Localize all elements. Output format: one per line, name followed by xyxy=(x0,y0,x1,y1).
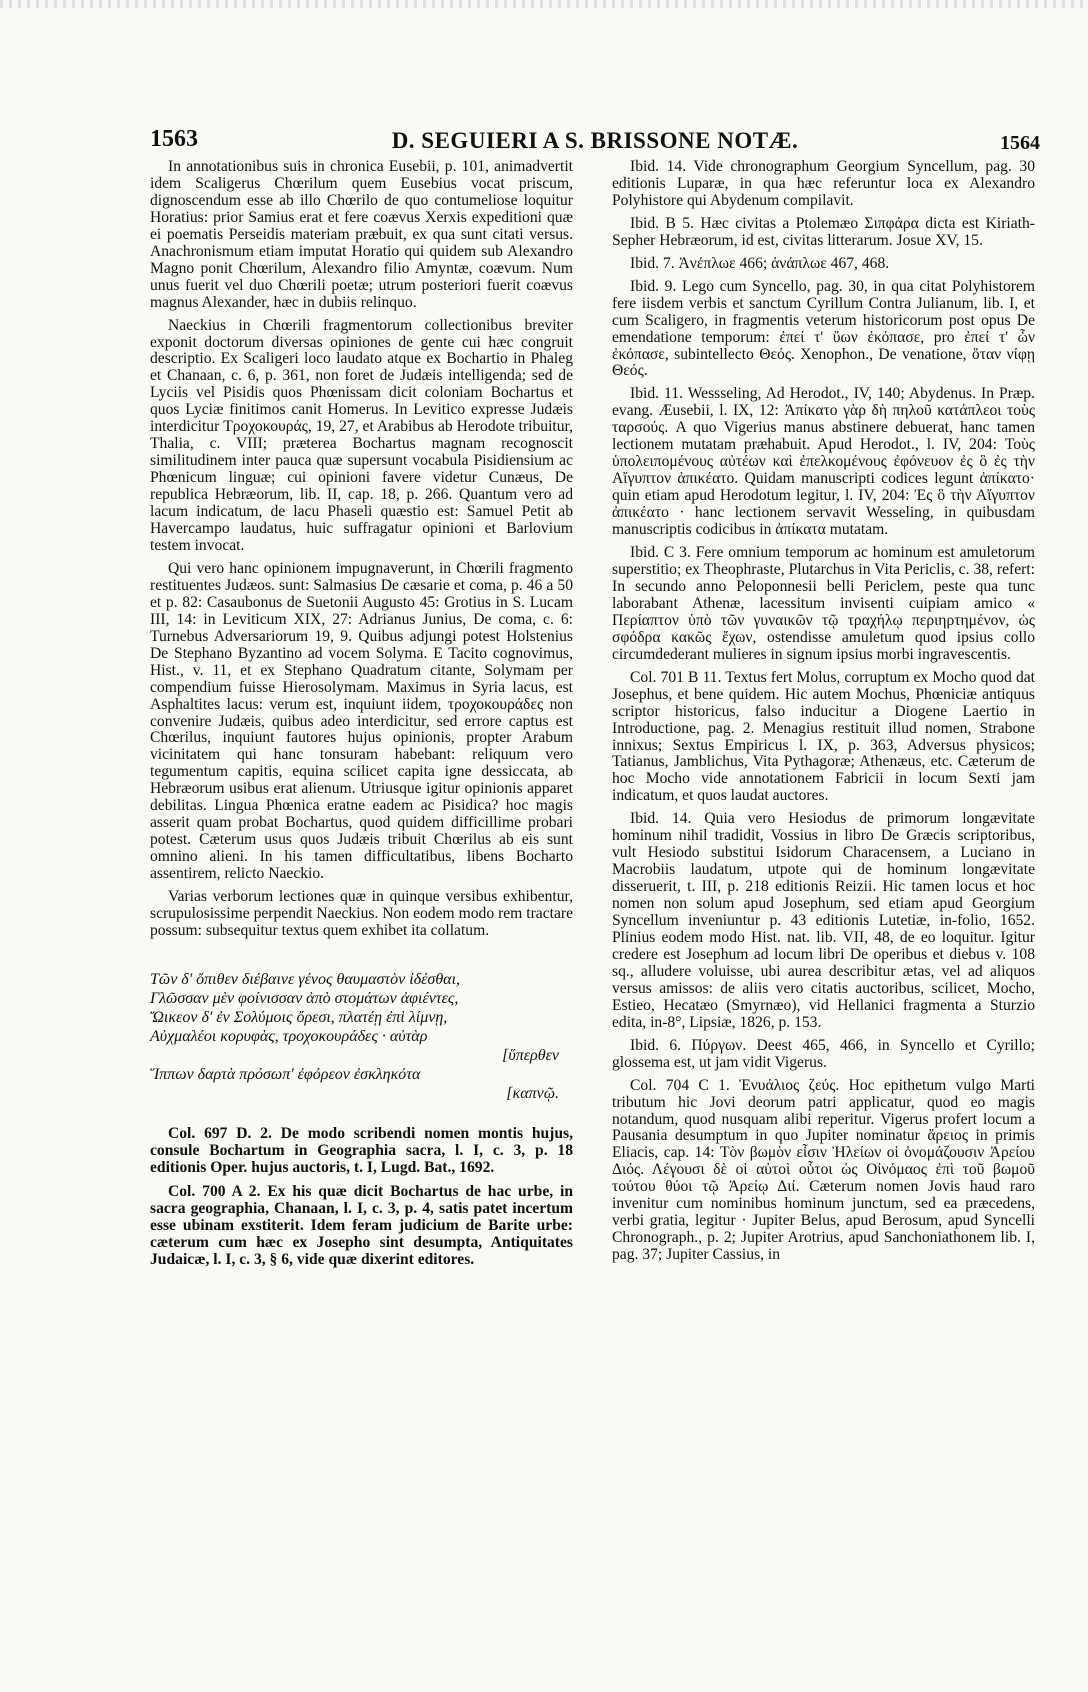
verse-line-continuation: [καπνῷ. xyxy=(506,1084,559,1102)
paragraph: In annotationibus suis in chronica Eusebii, p. 101, animadvertit idem Scaligerus Chœrilum quem Eusebius vocat priscum, dignoscendum esse ab illo Chœrilo de quo contumeliose loquitur Horatius: prior Samius erat et fere coævus Xerxis expeditioni quæ ei poematis Perseidis materiam præbuit, ex qua sunt citati versus. Anachronismum etiam imputat Horatio qui quidem sub Alexandro Magno ponit Chœrilum, Alexandro filio Amyntæ, coævum. Num unus fuerit vel duo Chœrili poetæ; utrum posteriori fuerit coævus magnus Alexander, hæc in dubiis relinquo. xyxy=(150,158,573,311)
running-header xyxy=(150,122,1040,156)
page-number-left: 1563 xyxy=(150,126,198,152)
paragraph: Naeckius in Chœrili fragmentorum collectionibus breviter exponit doctorum diversas opiniones de gente cui hæc congruit descriptio. Ex Scaligeri loco laudato atque ex Bochartio in Phaleg et Chanaan, c. 6, p. 361, non foret de Judæis intelligenda; sed de Lyciis vel Pisidis quos Phœnissam dicit coloniam Bochartus et quos Lyciæ finitimos canit Homerus. In Levitico expresse Judæis interdicitur Τροχοκουράς, 19, 27, et Arabibus ab Herodote tribuitur, Thalia, c. VIII; præterea Bochartus magnam recognoscit similitudinem inter pauca quæ supersunt vocabula Pisidiensium ac Phœnicum linguæ; cui opinioni favere videtur Cunæus, De republica Hebræorum, lib. II, cap. 18, p. 266. Quantum vero ad lacum indicatum, de lacu Phaseli quæstio est: Samuel Petit ab Havercampo laudatus, huic suffragatur opinioni et Barlovium testem invocat. xyxy=(150,316,573,554)
verse-line: Γλῶσσαν μὲν φοίνισσαν ἀπὸ στομάτων ἀφιέντες, xyxy=(150,989,459,1007)
note-entry: Ibid. 9. Lego cum Syncello, pag. 30, in qua citat Polyhistorem fere iisdem verbis et sanctum Cyrillum Contra Julianum, lib. I, et cum Scaligero, in fragmentis veterum historicorum post opus De emendatione temporum: ἐπεί τ' ὕων ἐκόπασε, pro ἐπεί τ' ὧν ἐκόπασε, subintellecto Θεός. Xenophon., De venatione, ὅταν νίφῃ Θεός. xyxy=(612,277,1035,380)
note-entry: Ibid. C 3. Fere omnium temporum ac hominum est amuletorum superstitio; ex Theophraste, Plutarchus in Vita Periclis, c. 38, refert: In secundo anno Peloponnesii belli Periclem, peste qua tunc laborabant Athenæ, lacessitum invisenti cuipiam amico « Περίαπτον ὑπὸ τῶν γυναικῶν τῷ τραχήλῳ περιηρτημένον, ὡς σφόδρα κακῶς ἔχων, ostendisse amuletum quod ipsius collo circumdederant mulieres in signum ipsius morbi ingravescentis. xyxy=(612,544,1035,663)
note-entry: Ibid. 11. Wessseling, Ad Herodot., IV, 140; Abydenus. In Præp. evang. Æusebii, l. IX, 12: Ἀπίκατο γὰρ δὴ πηλοῦ κατάπλεοι τοὺς ταρσούς. A quo Vigerius manus abstinere debuerat, hanc tamen lectionem mutatam præhabuit. Apud Herodot., l. IV, 204: Τοὺς ὑπολειπομένους αὐτέων καὶ ἐπελκομένους ἐφόνευον ἐς ὃ ἐς τὴν Αἴγυπτον ἀπικέατο. Quidam manuscripti codices legunt ἀπίκατο· quin etiam apud Herodotum legitur, l. IV, 204: Ἐς ὃ τὴν Αἴγυπτον ἀπικέατο · hanc lectionem servavit Wesseling, in quibusdam manuscriptis codicibus in ἀπίκατα mutatam. xyxy=(612,385,1035,539)
note-entry: Ibid. 6. Πύργων. Deest 465, 466, in Syncello et Cyrillo; glossema est, ut jam vidit Vigerus. xyxy=(612,1036,1035,1071)
right-column xyxy=(612,159,1035,1270)
greek-verse xyxy=(150,970,573,1103)
verse-line: Ὤικεον δ' ἐν Σολύμοις ὄρεσι, πλατέῃ ἐπὶ λίμνῃ, xyxy=(150,1008,448,1026)
page-number-right: 1564 xyxy=(1000,132,1040,154)
running-title: D. SEGUIERI A S. BRISSONE NOTÆ. xyxy=(391,128,799,153)
paragraph: Varias verborum lectiones quæ in quinque versibus exhibentur, scrupulosissime perpendit Naeckius. Non eodem modo rem tractare possum: subsequitur textus quem exhibet ita collatum. xyxy=(150,888,573,939)
verse-line-continuation: [ὕπερθεν xyxy=(502,1046,559,1064)
verse-line: Αὐχμαλέοι κορυφὰς, τροχοκουράδες · αὐτὰρ xyxy=(150,1027,428,1045)
paragraph: Qui vero hanc opinionem impugnaverunt, in Chœrili fragmento restituentes Judæos. sunt: Salmasius De cæsarie et coma, p. 46 a 50 et p. 82: Casaubonus de Suetonii Augusto 45: Grotius in S. Lucam III, 14: in Leviticum XIX, 27: Adrianus Junius, De coma, c. 6: Turnebus Adversariorum 19, 9. Quibus adjungi potest Holstenius De Stephano Byzantino ad vocem Solyma. E Tacito cognovimus, Hist., v. 11, et ex Stephano Quadratum citante, Solymam per compendium fuisse Hierosolymam. Maximus in Syria lacus, est Asphaltites lacus: verum est, inquiunt iidem, τροχοκουράδες non convenire Judæis, quibus adeo interdicitur, sed errore captus est Chœrilus, inquiunt fautores hujus opinionis, propter Arabum vicinitatem qui hanc tonsuram habebant: reliquum vero tegumentum capitis, equina scilicet capita igne dessiccata, ab Hebræorum usibus erat alienum. Utriusque igitur opinionis apparet debilitas. Lingua Phœnica eratne eadem ac Pisidica? hoc magis asserit quam probat Bochartus, quod quidem difficillime probari potest. Cæterum usus quos Judæis tribuit Chœrilus ab eis sunt omnino alieni. In his tamen difficultatibus, libens Bocharto assentirem, relicto Naeckio. xyxy=(150,559,573,883)
verse-line: Ἵππων δαρτὰ πρόσωπ' ἐφόρεον ἐσκληκότα xyxy=(150,1065,421,1083)
note-entry: Ibid. 14. Vide chronographum Georgium Syncellum, pag. 30 editionis Luparæ, in qua hæc referuntur loca ex Alexandro Polyhistore qui Abydenum compilavit. xyxy=(612,158,1035,209)
left-column xyxy=(150,159,573,1275)
column-notes xyxy=(150,1125,573,1269)
note-entry: Col. 701 B 11. Textus fert Molus, corruptum ex Mocho quod dat Josephus, et bene quidem. Hic autem Mochus, Phœniciæ antiquus scriptor historicus, falso inducitur a Diogene Laertio in Introductione, pag. 2. Menagius restituit illud nomen, Strabone innixus; Sextus Empiricus l. IX, p. 363, Adversus physicos; Tatianus, Jamblichus, Vita Pythagoræ; Athenæus, etc. Cæterum de hoc Mocho vide annotationem Fabricii in locum Sexti jam indicatum, et quos laudat auctores. xyxy=(612,668,1035,805)
note-entry: Ibid. B 5. Hæc civitas a Ptolemæo Σιπφάρα dicta est Kiriath-Sepher Hebræorum, id est, civitas litterarum. Josue XV, 15. xyxy=(612,214,1035,249)
note-entry: Ibid. 14. Quia vero Hesiodus de primorum longævitate hominum nihil tradidit, Vossius in libro De Græcis scriptoribus, vult Hesiodo substitui Isidorum Characensem, a Luciano in Macrobiis laudatum, utpote qui de hominum longævitate disseruerit, t. III, p. 218 editionis Reizii. Hic tamen locus et hoc nomen non solum apud Josephum, sed etiam apud Georgium Syncellum inveniuntur p. 43 editionis Lutetiæ, in-folio, 1652. Plinius eodem modo Hist. nat. lib. VII, 48, de eo loquitur. Igitur credere est Josephum ad locum libri De operibus et diebus v. 108 sq., alludere voluisse, ubi aurea describitur ætas, vel ad aliquos versus amissos: de aliis vero citatis auctoribus, scilicet, Mocho, Estieo, Hecatæo (Smyrnæo), vid Hellanici fragmenta a Sturzio edita, in-8°, Lipsiæ, 1826, p. 153. xyxy=(612,810,1035,1031)
note-entry: Col. 704 C 1. Ἐνυάλιος ζεύς. Hoc epithetum vulgo Marti tributum hic Jovi deorum patri applicatur, quod eo magis notandum, quod nusquam alibi reperitur. Vigerus profert locum a Pausania desumptum in quo Jupiter nominatur ἄρειος in primis Eliacis, cap. 14: Τὸν βωμὸν εἶσιν Ἠλείων οἱ ὀνομάζουσιν Ἀρείου Διός. Λέγουσι δὲ οἱ αὐτοὶ οὗτοι ὡς Οἰνόμαος ἐπὶ τοῦ βωμοῦ τούτου θύοι τῷ Ἀρείῳ Διί. Cæterum nomen Jovis haud raro invenitur cum nominibus hominum junctum, sed ea præcedens, verbi gratia, legitur · Jupiter Belus, apud Berosum, apud Syncelli Chronograph., p. 2; Jupiter Arotrius, apud Sanchoniathonem lib. I, pag. 37; Jupiter Cassius, in xyxy=(612,1076,1035,1264)
note-entry: Ibid. 7. Ἀνέπλωε 466; ἀνάπλωε 467, 468. xyxy=(630,254,890,272)
page-edge xyxy=(0,0,1088,8)
verse-line: Τῶν δ' ὄπιθεν διέβαινε γένος θαυμαστὸν ἰδέσθαι, xyxy=(150,970,461,988)
note-entry: Col. 697 D. 2. De modo scribendi nomen montis hujus, consule Bochartum in Geographia sacra, l. I, c. 3, p. 18 editionis Oper. hujus auctoris, t. I, Lugd. Bat., 1692. xyxy=(150,1124,573,1177)
note-entry: Col. 700 A 2. Ex his quæ dicit Bochartus de hac urbe, in sacra geographia, Chanaan, l. I, c. 3, p. 4, satis patet incertum esse ubinam exstiterit. Idem feram judicium de Barite urbe: cæterum cum hæc ex Josepho sint desumpta, Antiquitates Judaicæ, l. I, c. 3, § 6, vide quæ dixerint editores. xyxy=(150,1182,573,1269)
